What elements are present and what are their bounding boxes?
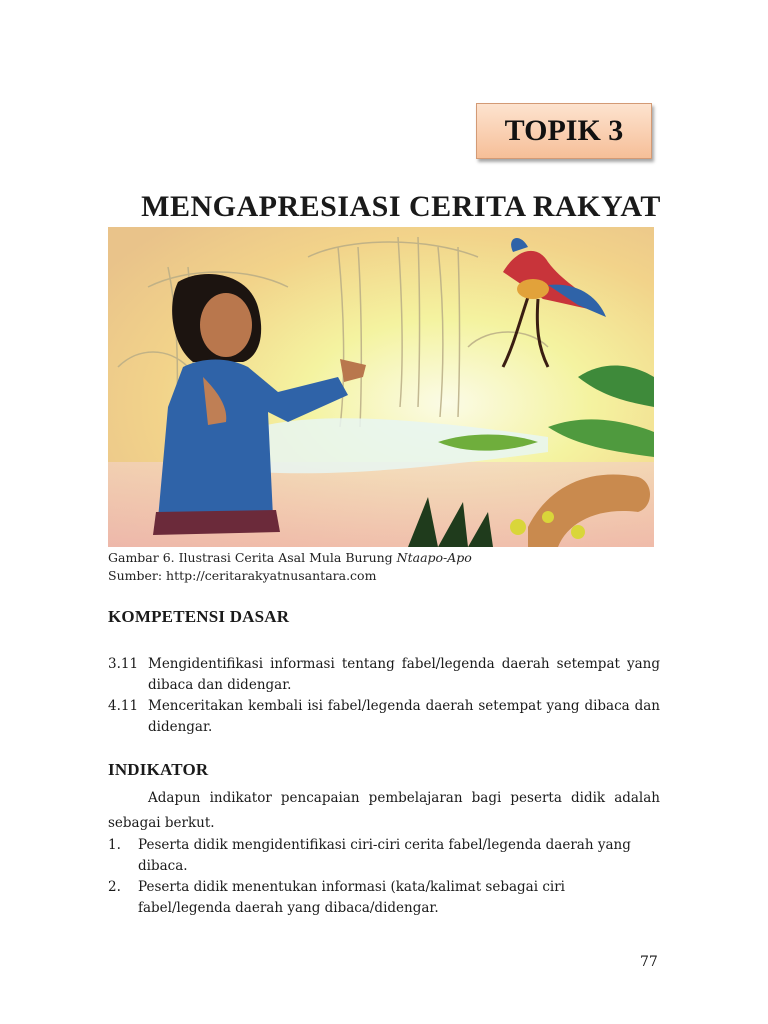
- folk-tale-illustration: [108, 227, 654, 547]
- page-number: 77: [640, 954, 658, 970]
- item-text: Peserta didik menentukan informasi (kata/kalimat sebagai ciri fabel/legenda daerah yang dibaca/didengar.: [138, 879, 565, 916]
- item-number: 1.: [108, 837, 121, 853]
- item-text: Mengidentifikasi informasi tentang fabel/legenda daerah setempat yang dibaca dan didengar.: [148, 656, 660, 693]
- item-text: Menceritakan kembali isi fabel/legenda daerah setempat yang dibaca dan didengar.: [148, 698, 660, 735]
- item-number: 2.: [108, 879, 121, 895]
- indikator-heading: INDIKATOR: [108, 760, 209, 779]
- indikator-intro: Adapun indikator pencapaian pembelajaran bagi peserta didik adalah sebagai berkut.: [108, 790, 660, 831]
- item-number: 3.11: [108, 656, 139, 672]
- figure-caption: [108, 549, 472, 585]
- page-title: MENGAPRESIASI CERITA RAKYAT: [141, 190, 661, 223]
- kompetensi-list: [108, 654, 660, 738]
- list-item: [108, 877, 660, 919]
- list-item: [108, 696, 660, 738]
- list-item: [108, 835, 660, 877]
- caption-source: Sumber: http://ceritarakyatnusantara.com: [108, 568, 377, 583]
- caption-text: Gambar 6. Ilustrasi Cerita Asal Mula Burung: [108, 550, 397, 565]
- list-item: [108, 654, 660, 696]
- item-number: 4.11: [108, 698, 139, 714]
- topik-badge: TOPIK 3: [476, 103, 652, 159]
- kompetensi-heading: KOMPETENSI DASAR: [108, 607, 290, 626]
- indikator-list: [108, 835, 660, 919]
- item-text: Peserta didik mengidentifikasi ciri-ciri cerita fabel/legenda daerah yang dibaca.: [138, 837, 631, 874]
- caption-italic-title: Ntaapo-Apo: [396, 550, 472, 565]
